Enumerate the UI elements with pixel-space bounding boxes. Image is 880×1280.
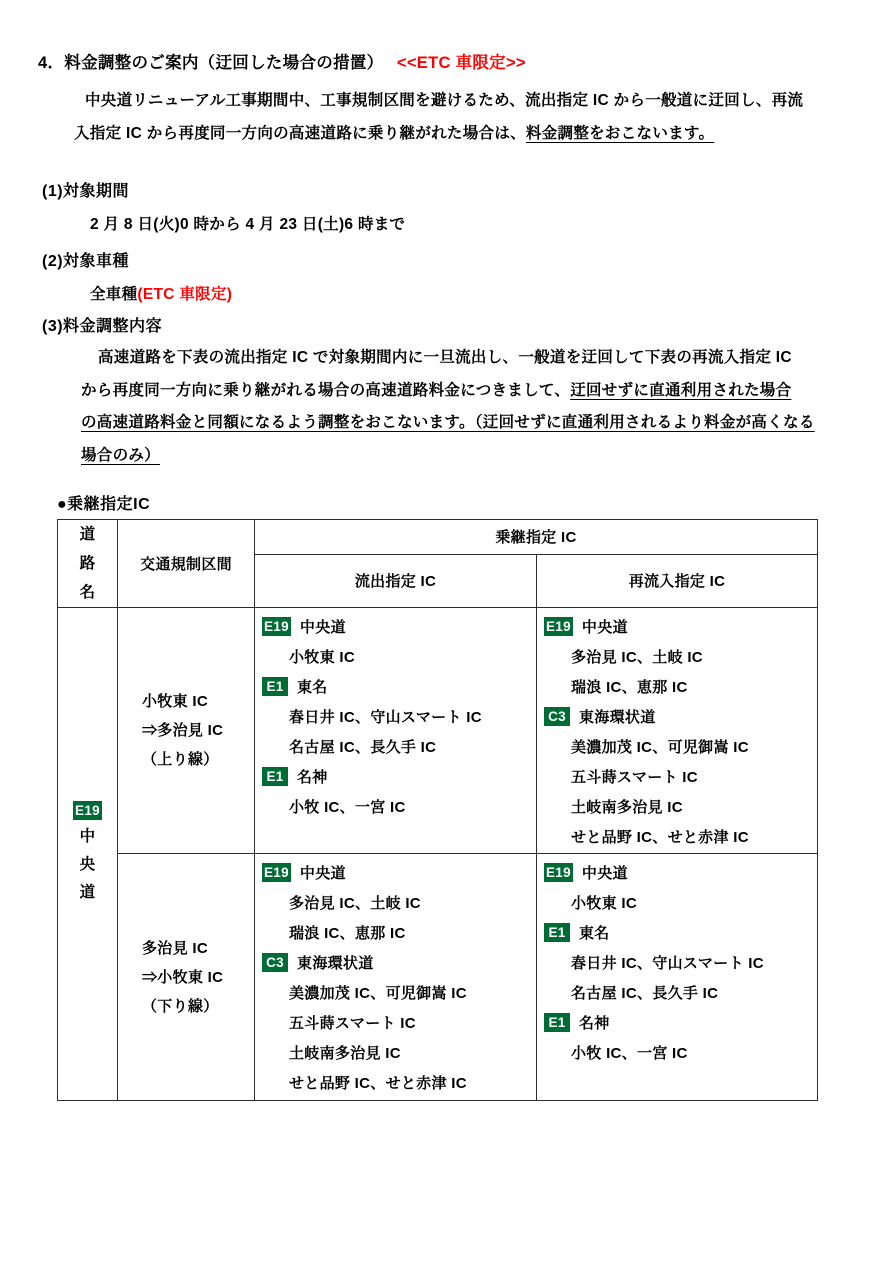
section-1-heading: (1)対象期間 [42,183,130,200]
route-name: 名神 [297,769,328,786]
route-heading-line [544,859,815,889]
route-name: 名神 [579,1015,610,1032]
ic-list-item: 春日井 IC、守山スマート IC [571,955,764,972]
ic-list-item: 土岐南多治見 IC [571,799,683,816]
text-line [38,49,526,73]
route-number-badge: E1 [262,767,288,786]
e19-route-badge: E19 [75,803,100,818]
ic-list-item: 多治見 IC、土岐 IC [571,649,703,666]
route-name: 中央道 [581,619,628,636]
text-line [81,375,853,408]
reinflow-cell-row2 [537,854,818,1101]
regulation-cell-down-line [118,854,255,1101]
section-2-heading: (2)対象車種 [42,253,130,270]
text-segment: から再度同一方向に乗り継がれる場合の高速道路料金につきまして、 [81,381,571,399]
route-heading-line [262,859,534,889]
stacked-text: 小牧東 IC [142,693,208,710]
route-number-badge: E19 [264,619,289,634]
stacked-text: 多治見 IC [142,939,208,957]
section-1-body [90,212,405,234]
stacked-text: ⇒多治見 IC [142,722,224,739]
outflow-cell-row2 [255,854,537,1101]
section-3-body [81,342,853,472]
route-number-badge: E19 [546,865,571,880]
stacked-text: 道 [79,526,96,543]
text-line [81,342,853,375]
route-heading-line [544,703,815,733]
text-segment: 入指定 IC から再度同一方向の高速道路に乗り継がれた場合は、 [74,125,526,142]
route-number-badge: E1 [544,923,570,942]
route-number-badge: E1 [262,677,288,696]
ic-list-item: せと品野 IC、せと赤津 IC [571,829,749,846]
header-road-name [58,520,118,608]
header-regulation-section: 交通規制区間 [118,520,255,608]
ic-list-item: 名古屋 IC、長久手 IC [571,985,719,1002]
route-number-badge: E1 [544,1013,570,1032]
text-segment: 4．料金調整のご案内（迂回した場合の措置） [38,54,397,72]
route-name: 東名 [579,925,610,942]
route-name: 中央道 [299,865,346,882]
text-segment: 場合のみ） [81,446,161,464]
ic-list-item: 多治見 IC、土岐 IC [289,895,421,912]
route-name: 東海環状道 [579,709,656,726]
route-heading-line [262,613,534,643]
text-line [81,440,853,473]
text-line [90,212,405,234]
route-heading-line [262,949,534,979]
route-name: 東海環状道 [297,955,374,972]
route-heading-line [544,1009,815,1039]
route-name: 中央道 [581,865,628,882]
ic-list-item: 美濃加茂 IC、可児御嵩 IC [289,985,467,1002]
regulation-cell-up-line [118,608,255,854]
ic-list-item: 小牧東 IC [571,895,637,912]
stacked-text: ⇒小牧東 IC [142,968,224,986]
route-heading-line [544,613,815,643]
transfer-ic-table-label: ●乗継指定IC [57,496,151,513]
ic-list-item: 名古屋 IC、長久手 IC [289,739,437,756]
route-heading-line [544,919,815,949]
text-segment: 2 月 8 日(火)0 時から 4 月 23 日(土)6 時まで [90,216,406,233]
stacked-text: 道 [79,884,96,901]
route-number-badge: C3 [262,953,288,972]
page-title [38,49,526,73]
text-segment: (ETC 車限定) [137,286,233,303]
text-line [74,84,846,117]
text-line [81,407,853,440]
ic-list-item: 五斗蒔スマート IC [289,1015,416,1032]
ic-list-item: 美濃加茂 IC、可児御嵩 IC [571,739,749,756]
text-segment: 全車種 [90,286,138,303]
text-segment: 料金調整をおこないます。 [525,125,715,142]
route-number-badge: E19 [546,619,571,634]
route-name: 東名 [297,679,328,696]
ic-list-item: 小牧 IC、一宮 IC [571,1045,688,1062]
reinflow-cell-row1 [537,608,818,854]
header-outflow-ic: 流出指定 IC [255,554,537,607]
text-line [74,117,846,150]
road-name-cell [58,608,118,1101]
header-reinflow-ic: 再流入指定 IC [537,554,818,607]
text-segment: の高速道路料金と同額になるよう調整をおこないます。（迂回せずに直通利用されるより料金が高くなる [81,414,815,431]
text-segment: 高速道路を下表の流出指定 IC で対象期間内に一旦流出し、一般道を迂回して下表の再流入指定 IC [98,349,792,366]
ic-list-item: 瑞浪 IC、恵那 IC [571,679,688,696]
text-line [90,282,232,304]
transfer-ic-table [57,519,818,1101]
ic-list-item: 瑞浪 IC、恵那 IC [289,925,406,942]
route-heading-line [262,673,534,703]
ic-list-item: 春日井 IC、守山スマート IC [289,709,482,726]
section-2-body [90,282,232,304]
ic-list-item: 五斗蒔スマート IC [571,769,698,786]
route-number-badge: C3 [544,707,570,726]
text-segment: 迂回せずに直通利用された場合 [570,381,792,399]
road-name-vertical [58,823,117,907]
route-heading-line [262,763,534,793]
stacked-text: 央 [79,856,96,873]
text-segment: 中央道リニューアル工事期間中、工事規制区間を避けるため、流出指定 IC から一般道に迂回し、再流 [85,92,804,109]
stacked-text: 中 [79,828,96,845]
route-number-badge: E19 [264,865,289,880]
outflow-cell-row1 [255,608,537,854]
stacked-text: 路 [79,555,96,572]
ic-list-item: 土岐南多治見 IC [289,1045,401,1062]
stacked-text: （下り線） [142,997,219,1015]
stacked-text: 名 [79,584,96,601]
section-3-heading: (3)料金調整内容 [42,318,163,335]
header-transfer-ic: 乗継指定 IC [255,520,818,555]
ic-list-item: せと品野 IC、せと赤津 IC [289,1075,467,1092]
intro-paragraph [74,84,846,150]
text-segment: <<ETC 車限定>> [396,54,526,72]
ic-list-item: 小牧東 IC [289,649,355,666]
ic-list-item: 小牧 IC、一宮 IC [289,799,406,816]
route-name: 中央道 [299,619,346,636]
stacked-text: （上り線） [142,751,219,768]
